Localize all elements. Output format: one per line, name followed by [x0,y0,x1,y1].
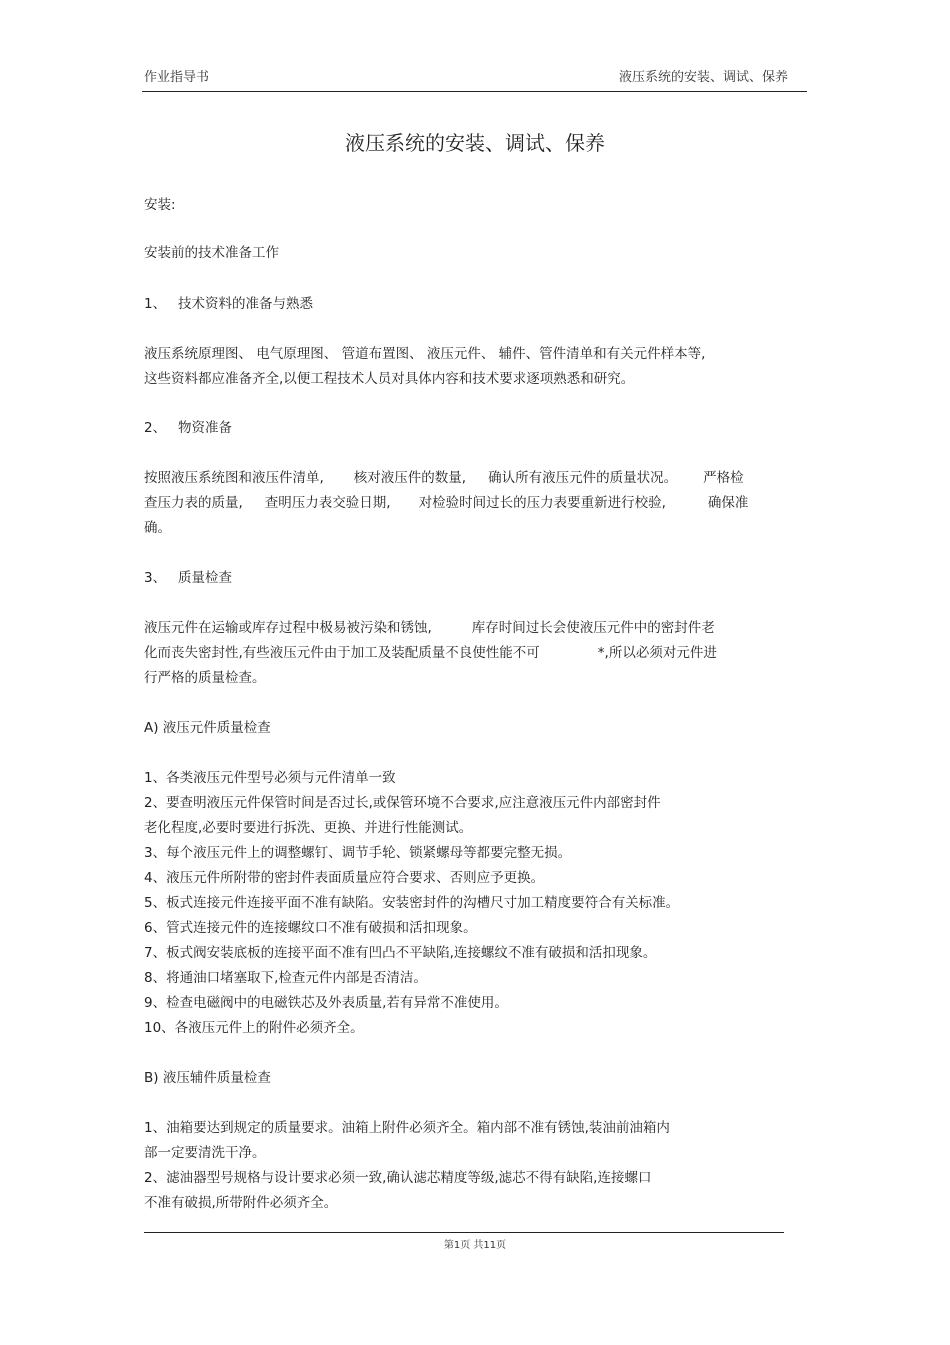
text-fragment: 按照液压系统图和液压件清单, [144,470,324,486]
list-item: 6、管式连接元件的连接螺纹口不准有破损和活扣现象。 [144,920,477,936]
section-title: 技术资料的准备与熟悉 [178,296,313,312]
section-number: 2、 [144,420,167,436]
list-item: 2、要查明液压元件保管时间是否过长,或保管环境不合要求,应注意液压元件内部密封件 [144,795,661,811]
text-fragment: 液压元件在运输或库存过程中极易被污染和锈蚀, [144,620,432,636]
section-3-heading [144,568,232,588]
list-item: 4、液压元件所附带的密封件表面质量应符合要求、否则应予更换。 [144,870,545,886]
subsection-b-heading: B) 液压辅件质量检查 [144,1070,271,1086]
text-fragment: *,所以必须对元件进 [597,645,717,661]
section-3-line-1 [144,618,715,638]
section-3-line-2 [144,643,717,663]
header-doc-title: 液压系统的安装、调试、保养 [619,70,789,85]
list-item: 1、各类液压元件型号必须与元件清单一致 [144,770,396,786]
header-doc-type: 作业指导书 [144,70,210,85]
list-item-continued: 部一定要清洗干净。 [144,1145,266,1161]
install-heading: 安装: [144,197,176,213]
text-fragment: 确认所有液压元件的质量状况。 [488,470,678,486]
text-fragment: 严格检 [703,470,744,486]
text-fragment: 核对液压件的数量, [353,470,467,486]
section-number: 3、 [144,570,167,586]
section-1-line-2: 这些资料都应准备齐全,以便工程技术人员对具体内容和技术要求逐项熟悉和研究。 [144,371,635,387]
section-2-heading [144,418,232,438]
section-2-line-2 [144,493,748,513]
prep-heading: 安装前的技术准备工作 [144,245,279,261]
list-item: 7、板式阀安装底板的连接平面不准有凹凸不平缺陷,连接螺纹不准有破损和活扣现象。 [144,945,657,961]
list-item: 9、检查电磁阀中的电磁铁芯及外表质量,若有异常不准使用。 [144,995,508,1011]
text-fragment: 对检验时间过长的压力表要重新进行校验, [418,495,666,511]
text-fragment: 库存时间过长会使液压元件中的密封件老 [471,620,715,636]
list-item: 10、各液压元件上的附件必须齐全。 [144,1020,364,1036]
list-item: 1、油箱要达到规定的质量要求。油箱上附件必须齐全。箱内部不准有锈蚀,装油前油箱内 [144,1120,670,1136]
footer-divider [144,1232,784,1233]
subsection-a-heading: A) 液压元件质量检查 [144,720,271,736]
header-divider [142,91,807,92]
section-title: 物资准备 [178,420,232,436]
section-2-line-3: 确。 [144,520,171,536]
text-fragment: 化而丧失密封性,有些液压元件由于加工及装配质量不良使性能不可 [144,645,540,661]
list-item: 3、每个液压元件上的调整螺钉、调节手轮、锁紧螺母等都要完整无损。 [144,845,572,861]
page-number: 第1页 共11页 [443,1240,507,1251]
text-fragment: 查明压力表交验日期, [264,495,391,511]
section-title: 质量检查 [178,570,232,586]
text-fragment: 查压力表的质量, [144,495,243,511]
text-fragment: 确保准 [707,495,749,511]
list-item: 2、滤油器型号规格与设计要求必须一致,确认滤芯精度等级,滤芯不得有缺陷,连接螺口 [144,1170,652,1186]
list-item: 8、将通油口堵塞取下,检查元件内部是否清洁。 [144,970,427,986]
list-item: 5、板式连接元件连接平面不准有缺陷。安装密封件的沟槽尺寸加工精度要符合有关标准。 [144,895,680,911]
section-3-line-3: 行严格的质量检查。 [144,670,266,686]
section-2-line-1 [144,468,744,488]
section-1-line-1: 液压系统原理图、 电气原理图、 管道布置图、 液压元件、 辅件、管件清单和有关元件样本等, [144,346,706,362]
list-item-continued: 老化程度,必要时要进行拆洗、更换、并进行性能测试。 [144,820,473,836]
section-1-heading [144,294,313,314]
list-item-continued: 不准有破损,所带附件必须齐全。 [144,1195,338,1211]
page-title: 液压系统的安装、调试、保养 [345,131,605,155]
section-number: 1、 [144,296,167,312]
